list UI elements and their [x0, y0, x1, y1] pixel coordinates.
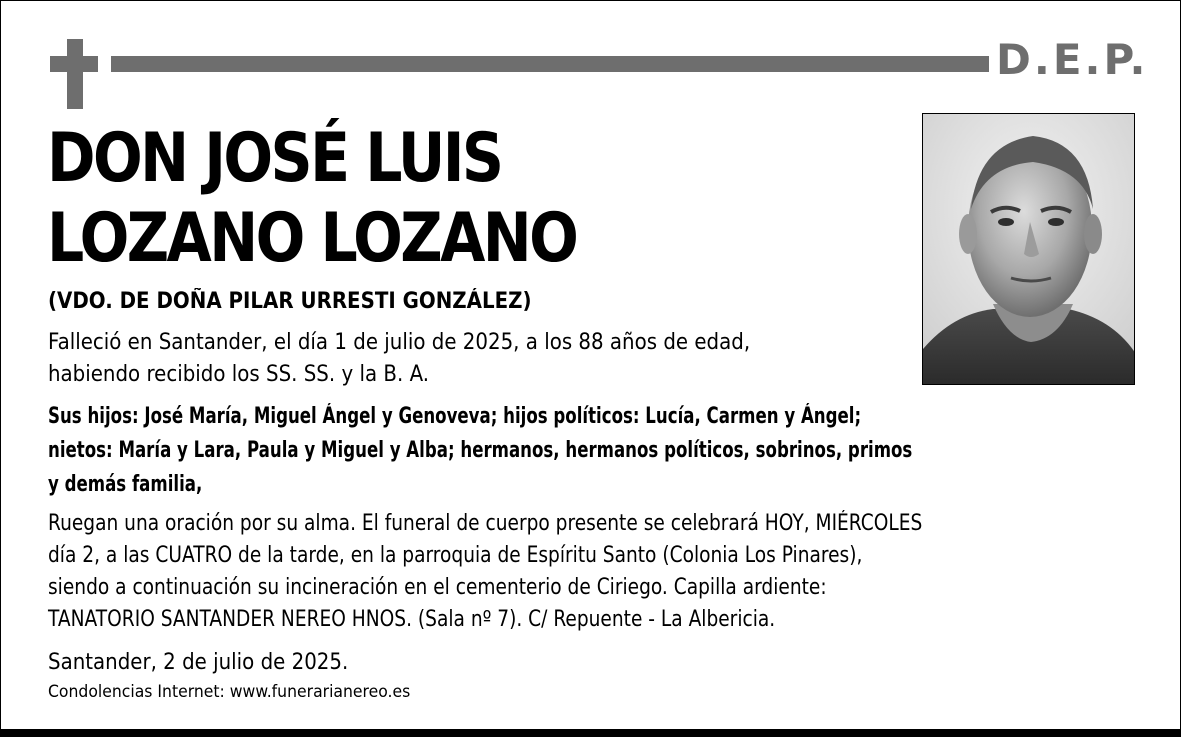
- cross-icon: [67, 39, 83, 109]
- cross-icon-bar: [50, 56, 98, 72]
- funeral-line4: TANATORIO SANTANDER NEREO HNOS. (Sala nº 7). C/ Repuente - La Albericia.: [48, 607, 776, 632]
- family-line3: y demás familia,: [48, 472, 203, 497]
- place-date: Santander, 2 de julio de 2025.: [48, 650, 349, 675]
- funeral-line3: siendo a continuación su incineración en el cementerio de Ciriego. Capilla ardiente:: [48, 575, 827, 600]
- funeral-line2: día 2, a las CUATRO de la tarde, en la parroquia de Espíritu Santo (Colonia Los Pinares),: [48, 543, 863, 568]
- widower-note: (VDO. DE DOÑA PILAR URRESTI GONZÁLEZ): [48, 289, 532, 314]
- death-notice-line2: habiendo recibido los SS. SS. y la B. A.: [48, 362, 430, 387]
- header-rule: [111, 56, 989, 72]
- deceased-name-line1: DON JOSÉ LUIS: [47, 119, 502, 198]
- death-notice-line1: Falleció en Santander, el día 1 de julio de 2025, a los 88 años de edad,: [48, 330, 751, 355]
- condolences-line: Condolencias Internet: www.funerarianereo.es: [48, 682, 411, 702]
- funeral-line1: Ruegan una oración por su alma. El funeral de cuerpo presente se celebrará HOY, MIÉRCOLES: [48, 511, 923, 536]
- deceased-name: [47, 119, 576, 279]
- family-line1: Sus hijos: José María, Miguel Ángel y Genoveva; hijos políticos: Lucía, Carmen y Ángel;: [48, 404, 862, 429]
- deceased-name-line2: LOZANO LOZANO: [47, 199, 577, 278]
- dep-label: D.E.P.: [996, 35, 1149, 84]
- portrait-photo: [922, 113, 1135, 385]
- family-line2: nietos: María y Lara, Paula y Miguel y Alba; hermanos, hermanos políticos, sobrinos, primos: [48, 438, 913, 463]
